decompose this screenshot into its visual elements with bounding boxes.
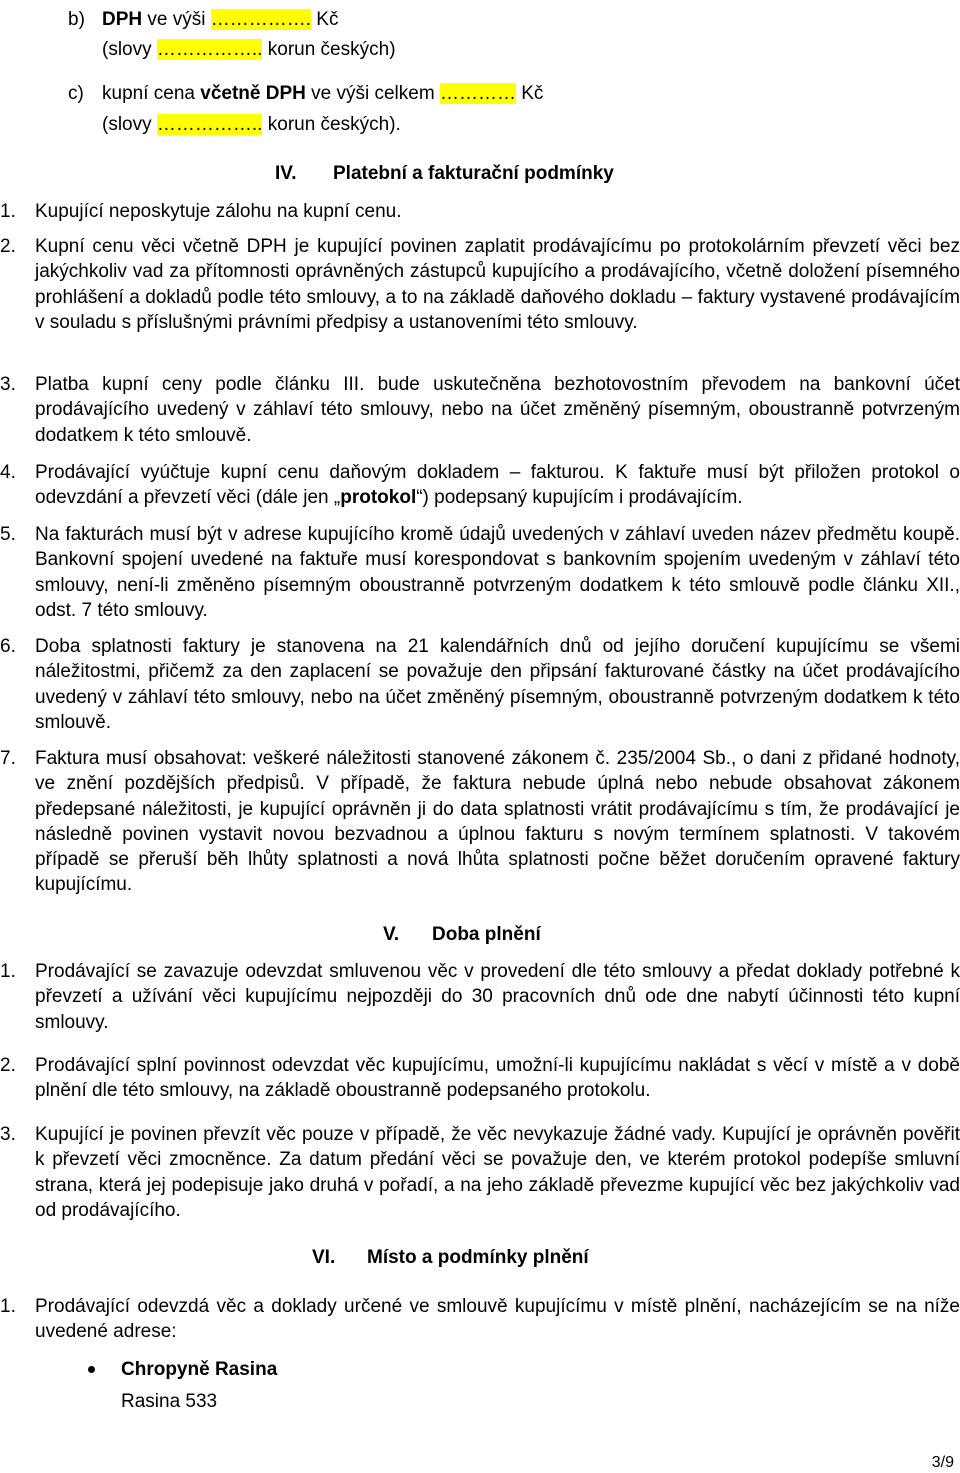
paragraph-number: 2.	[0, 236, 16, 257]
paragraph-text: Prodávající se zavazuje odevzdat smluvenou věc v provedení dle této smlouvy a předat doklady potřebné k převzetí a užívání věci kupujícímu nejpozději do 30 pracovních dnů ode dne nabytí účinnosti této kupní smlouvy.	[35, 961, 960, 1033]
blank-field-dph: …………….	[210, 9, 312, 30]
section-vi-title: Místo a podmínky plnění	[367, 1247, 589, 1268]
line-b-dph: DPH ve výši ……………. Kč	[102, 9, 339, 30]
paragraph-number: 1.	[0, 1296, 16, 1317]
line-c-total: kupní cena včetně DPH ve výši celkem ………… Kč	[102, 83, 544, 104]
iv-5-paragraph	[0, 522, 960, 624]
iv-1-number: 1.	[0, 201, 16, 222]
address-name: Chropyně Rasina	[121, 1359, 278, 1380]
paragraph-text: Na fakturách musí být v adrese kupujícího kromě údajů uvedených v záhlaví uveden název předmětu koupě. Bankovní spojení uvedené na faktuře musí korespondovat s bankovním spojením uvedeným v záhlaví této smlouvy, není-li změněno písemným oboustranně potvrzeným dodatkem k této smlouvě podle článku XII., odst. 7 této smlouvy.	[35, 524, 960, 621]
section-v-title: Doba plnění	[432, 924, 541, 945]
section-iv-number: IV.	[275, 163, 297, 184]
paragraph-text: Faktura musí obsahovat: veškeré náležitosti stanovené zákonem č. 235/2004 Sb., o dani z přidané hodnoty, ve znění pozdějších předpisů. V případě, že faktura nebude úplná nebo nebude obsahovat zákonem předepsané náležitosti, je kupující oprávněn ji do data splatnosti vrátit prodávajícímu s tím, že prodávající je následně povinen vystavit novou bezvadnou a úplnou fakturu s novým termínem splatnosti. V takovém případě se přeruší běh lhůty splatnosti a nová lhůta splatnosti počne běžet doručením opravené faktury kupujícímu.	[35, 748, 960, 896]
paragraph-text: Prodávající vyúčtuje kupní cenu daňovým dokladem – fakturou. K faktuře musí být přiložen protokol o odevzdání a převzetí věci (dále jen „protokol“) podepsaný kupujícím i prodávajícím.	[35, 462, 960, 509]
paragraph-number: 3.	[0, 374, 16, 395]
paragraph-number: 6.	[0, 636, 16, 657]
blank-field-total: …………	[439, 83, 516, 104]
paragraph-text: Doba splatnosti faktury je stanovena na 21 kalendářních dnů od jejího doručení kupujícímu se všemi náležitostmi, přičemž za den zaplacení se považuje den připsání fakturované částky na účet prodávajícího uvedený v záhlaví této smlouvy, nebo na účet změněný písemným, oboustranně potvrzeným dodatkem k této smlouvě.	[35, 636, 960, 733]
blank-field-dph-words: ……………..	[156, 39, 263, 60]
address-street: Rasina 533	[121, 1391, 218, 1412]
iv-7-paragraph	[0, 746, 960, 900]
iv-4-paragraph	[0, 460, 960, 512]
section-iv-title: Platební a fakturační podmínky	[333, 163, 614, 184]
v-2-paragraph	[0, 1053, 960, 1105]
iv-2-paragraph	[0, 234, 960, 362]
line-b-words: (slovy …………….. korun českých)	[102, 39, 396, 60]
paragraph-text: Kupující je povinen převzít věc pouze v případě, že věc nevykazuje žádné vady. Kupující je oprávněn pověřit k převzetí věci zmocněnce. Za datum předání věci se považuje den, ve kterém protokol podepíše smluvní strana, která jej podepisuje jako druhá v pořadí, a na jeho základě převezme kupující věc bez jakýchkoliv vad od prodávajícího.	[35, 1124, 960, 1221]
section-v-number: V.	[383, 924, 400, 945]
line-c-words: (slovy …………….. korun českých).	[102, 114, 401, 135]
paragraph-number: 7.	[0, 748, 16, 769]
page-number: 3/9	[931, 1454, 954, 1471]
blank-field-total-words: ……………..	[156, 114, 263, 135]
paragraph-text: Kupní cenu věci včetně DPH je kupující povinen zaplatit prodávajícímu po protokolárním převzetí věci bez jakýchkoliv vad za přítomnosti oprávněných zástupců kupujícího a prodávajícího, včetně doložení písemného prohlášení a dokladů podle této smlouvy, a to na základě daňového dokladu – faktury vystavené prodávajícím v souladu s příslušnými právními předpisy a ustanoveními této smlouvy.	[35, 236, 960, 333]
bullet-icon	[88, 1366, 95, 1373]
paragraph-number: 4.	[0, 462, 16, 483]
paragraph-number: 3.	[0, 1124, 16, 1145]
item-label-b: b)	[68, 9, 85, 30]
iv-6-paragraph	[0, 634, 960, 736]
iv-1-text: Kupující neposkytuje zálohu na kupní cenu.	[35, 201, 402, 222]
paragraph-text: Platba kupní ceny podle článku III. bude uskutečněna bezhotovostním převodem na bankovní účet prodávajícího uvedený v záhlaví této smlouvy, nebo na účet změněný písemným, oboustranně potvrzeným dodatkem k této smlouvě.	[35, 374, 960, 446]
v-1-paragraph	[0, 959, 960, 1037]
iv-3-paragraph	[0, 372, 960, 450]
vi-1-paragraph	[0, 1294, 960, 1346]
paragraph-number: 2.	[0, 1055, 16, 1076]
paragraph-text: Prodávající odevzdá věc a doklady určené ve smlouvě kupujícímu v místě plnění, nacházejícím se na níže uvedené adrese:	[35, 1296, 960, 1343]
paragraph-number: 1.	[0, 961, 16, 982]
paragraph-text: Prodávající splní povinnost odevzdat věc kupujícímu, umožní-li kupujícímu nakládat s věcí v místě a v době plnění dle této smlouvy, na základě oboustranně podepsaného protokolu.	[35, 1055, 960, 1102]
v-3-paragraph	[0, 1122, 960, 1224]
section-vi-number: VI.	[312, 1247, 336, 1268]
paragraph-number: 5.	[0, 524, 16, 545]
protokol-term: protokol	[340, 487, 417, 509]
item-label-c: c)	[68, 83, 84, 104]
